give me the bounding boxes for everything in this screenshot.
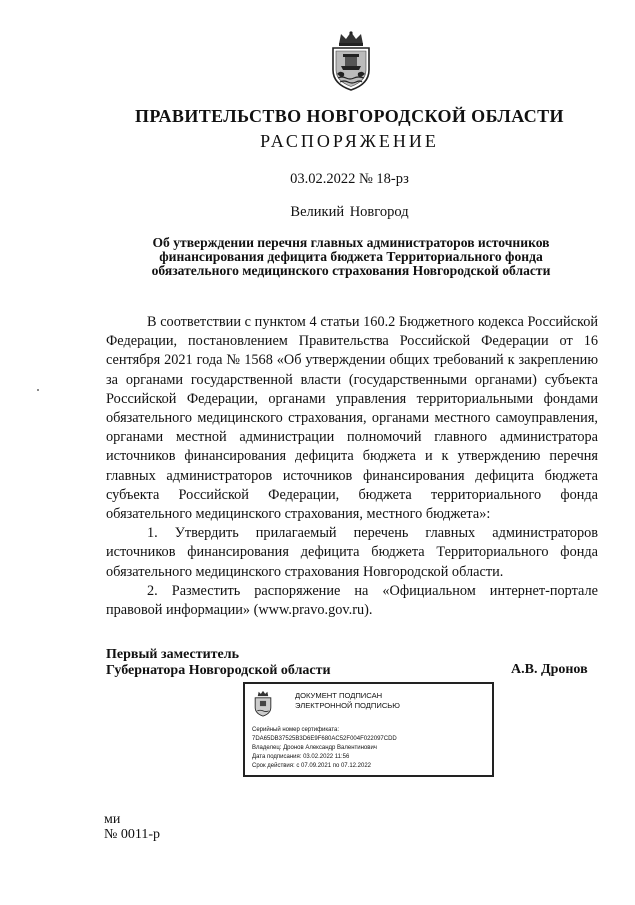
document-date-number: 03.02.2022 № 18-рз [290,171,409,187]
subject-line: обязательного медицинского страхования Новгородской области [151,263,551,278]
subject-line: Об утверждении перечня главных администраторов источников [152,235,550,250]
stamp-cert-number: 7DA65DB37525B3D6E9F680AC52F004F022097CDD [252,736,397,742]
body-paragraph-preamble: В соответствии с пунктом 4 статьи 160.2 Бюджетного кодекса Российской Федерации, постановлением Правительства Российской Федерации от 16 сентября 2021 года № 1568 «Об утверждении общих требований к закреплению за органами государственной власти (государственными органами) субъекта Российской Федерации, органами управления территориальными фондами обязательного медицинского страхования, органами местного самоуправления, органами местной администрации полномочий главного администратора источников финансирования дефицита бюджета и к утверждению перечня главных администраторов источников финансирования дефицита бюджета субъекта Российской Федерации, бюджета территориального фонда обязательного медицинского страхования, местного бюджета»: [106,314,598,523]
document-footer [104,812,160,842]
signer-title-line: Губернатора Новгородской области [106,662,331,678]
stamp-cert-label: Серийный номер сертификата: [252,727,340,733]
stamp-emblem-icon [252,690,274,717]
body-paragraph-item-2: 2. Разместить распоряжение на «Официальном интернет-портале правовой информации» (www.pravo.gov.ru). [106,582,598,619]
document-type: РАСПОРЯЖЕНИЕ [260,131,439,151]
stamp-heading-line: ДОКУМЕНТ ПОДПИСАН [295,691,383,700]
signer-name: А.В. Дронов [511,662,588,677]
electronic-signature-stamp [243,682,494,777]
stamp-signed-date: Дата подписания: 03.02.2022 11:56 [252,754,350,760]
document-city: Великий Новгород [290,204,409,220]
document-subject [106,236,596,278]
signer-title-line: Первый заместитель [106,647,239,662]
signer-title [106,647,331,678]
stamp-owner: Владелец: Дронов Александр Валентинович [252,745,377,751]
stamp-validity: Срок действия: с 07.09.2021 по 07.12.2022 [252,763,372,769]
subject-line: финансирования дефицита бюджета Территориального фонда [159,249,543,264]
coat-of-arms-emblem [327,30,375,92]
footer-form-number: № 0011-р [104,827,160,842]
organization-title: ПРАВИТЕЛЬСТВО НОВГОРОДСКОЙ ОБЛАСТИ [135,106,564,126]
stamp-heading-line: ЭЛЕКТРОННОЙ ПОДПИСЬЮ [295,701,400,710]
body-paragraph-item-1: 1. Утвердить прилагаемый перечень главных администраторов источников финансирования дефицита бюджета Территориального фонда обязательного медицинского страхования Новгородской области. [106,525,598,580]
stamp-details [252,726,492,771]
scan-artifact [37,389,39,391]
footer-initials: ми [104,812,121,827]
stamp-heading [287,691,487,711]
document-body [106,313,598,620]
